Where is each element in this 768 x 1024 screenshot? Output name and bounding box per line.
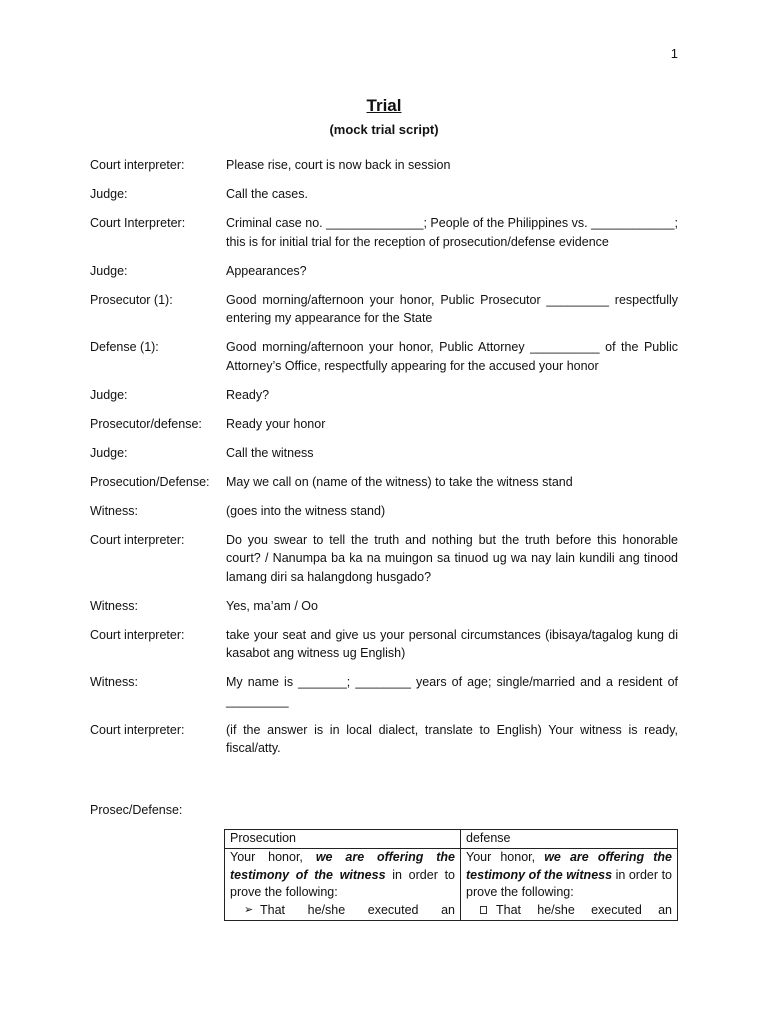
dialogue-line: Appearances? — [226, 263, 307, 278]
dialogue-line: Good morning/afternoon your honor, Public Prosecutor _________ respectfully entering my appearance for the State — [226, 292, 678, 325]
dialogue-row — [90, 185, 678, 204]
speaker-label: Court Interpreter: — [90, 216, 186, 230]
speaker-label: Prosecutor/defense: — [90, 416, 202, 431]
offer-table — [224, 829, 678, 921]
dialogue-row — [90, 502, 678, 521]
speaker-label: Judge: — [90, 387, 128, 402]
dialogue-row — [90, 415, 678, 434]
header-defense: defense — [461, 830, 678, 849]
bullet-item — [466, 902, 672, 921]
page-number: 1 — [670, 46, 678, 61]
dialogue-row — [90, 673, 678, 710]
dialogue-row — [90, 156, 678, 175]
dialogue-line: (goes into the witness stand) — [226, 503, 386, 518]
dialogue-line: Call the witness — [226, 445, 314, 460]
table-header-row — [225, 830, 678, 849]
cell-text: Your honor, — [230, 850, 316, 864]
dialogue-line: Criminal case no. ______________; People of the Philippines vs. ____________; this is for initial trial for the reception of prosecution/defense evidence — [226, 216, 678, 249]
speaker-label: Witness: — [90, 675, 138, 689]
bullet-text: That he/she executed an — [496, 902, 672, 917]
dialogue-line: Ready your honor — [226, 416, 326, 431]
speaker-label: Prosecution/Defense: — [90, 474, 210, 489]
cell-emphasis: we are offering the testimony of the witness — [466, 850, 672, 882]
speaker-label: Witness: — [90, 598, 138, 613]
dialogue-row — [90, 214, 678, 251]
cell-text: in order to prove the following: — [466, 867, 672, 899]
dialogue-row — [90, 338, 678, 375]
speaker-label: Witness: — [90, 503, 138, 518]
cell-text: Your honor, — [466, 850, 545, 864]
bullet-text: That he/she executed an — [260, 902, 455, 917]
dialogue-row — [90, 473, 678, 492]
speaker-label: Prosecutor (1): — [90, 292, 173, 307]
cell-emphasis: we are offering the testimony of the witness — [230, 850, 455, 882]
dialogue-list — [90, 156, 678, 768]
cell-text: in order to prove the following: — [230, 867, 455, 899]
dialogue-row — [90, 291, 678, 328]
dialogue-line: Do you swear to tell the truth and nothing but the truth before this honorable court? / Nanumpa ba ka na muingon sa tinuod ug wa nay lain kundili ang tinood lamang diri sa halangdong husgado? — [226, 532, 678, 584]
bullet-item — [230, 902, 455, 920]
dialogue-line: Ready? — [226, 387, 270, 402]
dialogue-line: Good morning/afternoon your honor, Public Attorney __________ of the Public Attorney’s Office, respectfully appearing for the accused your honor — [226, 340, 678, 373]
dialogue-row — [90, 531, 678, 587]
document-title: Trial — [366, 96, 402, 115]
speaker-label: Court interpreter: — [90, 627, 185, 642]
header-prosecution: Prosecution — [225, 830, 461, 849]
dialogue-line: (if the answer is in local dialect, translate to English) Your witness is ready, fiscal/atty. — [226, 722, 678, 755]
dialogue-line: take your seat and give us your personal circumstances (ibisaya/tagalog kung di kasabot ang witness ug English) — [226, 627, 678, 660]
speaker-label: Court interpreter: — [90, 158, 185, 172]
speaker-label: Judge: — [90, 263, 128, 278]
box-bullet-icon — [480, 902, 496, 921]
prosecution-cell — [225, 849, 461, 921]
dialogue-line: May we call on (name of the witness) to take the witness stand — [226, 474, 573, 489]
speaker-label: Judge: — [90, 445, 128, 460]
dialogue-row — [90, 444, 678, 463]
dialogue-row — [90, 626, 678, 663]
prosec-defense-label: Prosec/Defense: — [90, 803, 183, 817]
speaker-label: Court interpreter: — [90, 532, 185, 547]
dialogue-row — [90, 386, 678, 405]
arrow-bullet-icon: ➢ — [244, 903, 254, 916]
dialogue-row — [90, 262, 678, 281]
dialogue-line: Call the cases. — [226, 187, 308, 201]
dialogue-line: My name is _______; ________ years of age; single/married and a resident of _________ — [226, 675, 678, 708]
document-subtitle: (mock trial script) — [329, 122, 439, 137]
defense-cell — [461, 849, 678, 921]
speaker-label: Defense (1): — [90, 340, 159, 354]
dialogue-line: Yes, ma’am / Oo — [226, 598, 318, 613]
dialogue-row — [90, 721, 678, 758]
table-row — [225, 849, 678, 921]
speaker-label: Court interpreter: — [90, 722, 185, 737]
speaker-label: Judge: — [90, 187, 128, 201]
dialogue-row — [90, 597, 678, 616]
dialogue-line: Please rise, court is now back in session — [226, 158, 451, 172]
